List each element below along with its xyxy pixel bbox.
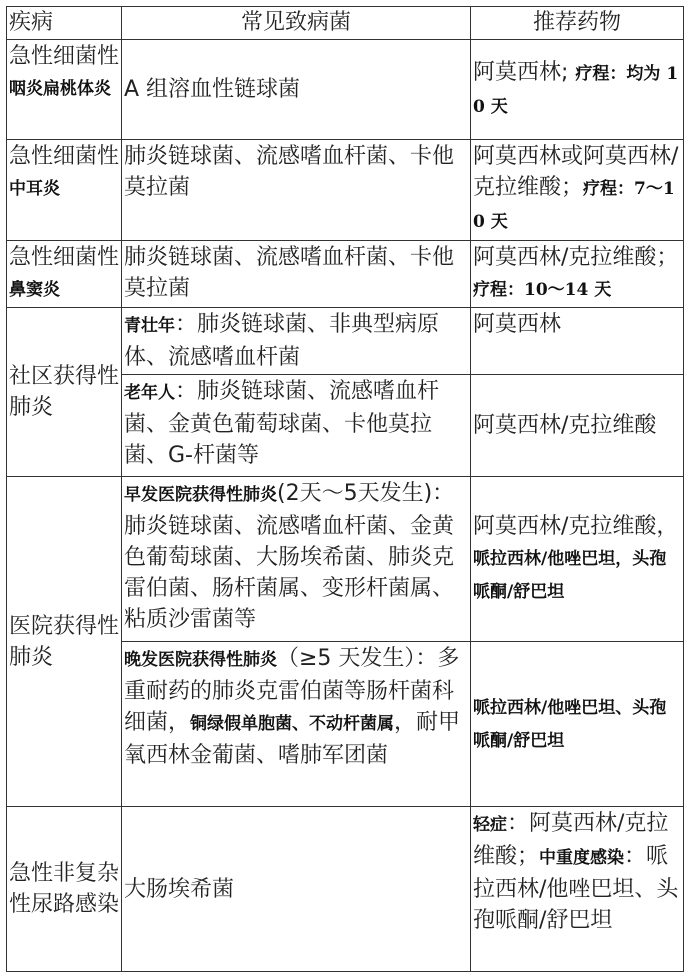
drug-bold-text: 疗程：10～14 天 [473,280,612,300]
header-disease: 疾病 [7,7,122,40]
pathogen-cell [122,375,471,477]
disease-cell [7,241,122,308]
drug-text: 阿莫西林或阿莫西林/克拉维酸； [473,144,679,200]
drug-cell [471,807,684,972]
disease-bold-text: 鼻窦炎 [9,280,60,300]
header-drug: 推荐药物 [471,7,684,40]
table-header-row [7,7,684,40]
drug-bold-text: 疗程：均为 10 天 [473,63,679,117]
pathogen-bold-text: 铜绿假单胞菌、不动杆菌属 [190,714,395,734]
table-row [7,477,684,642]
pathogen-cell: A 组溶血性链球菌 [122,40,471,140]
pathogen-cell [122,642,471,807]
drug-bold-text: 哌拉西林/他唑巴坦，头孢哌酮/舒巴坦 [473,548,667,602]
drug-cell [471,241,684,308]
disease-cell: 急性非复杂性尿路感染 [7,807,122,972]
pathogen-text: (2天～5天发生)：肺炎链球菌、流感嗜血杆菌、金黄色葡萄球菌、大肠埃希菌、肺炎克雷伯菌、肠杆菌属、变形杆菌属、粘质沙雷菌等 [124,481,455,632]
drug-cell [471,477,684,642]
drug-cell: 阿莫西林 [471,308,684,375]
drug-cell [471,642,684,807]
table-row [7,140,684,241]
disease-bold-text: 中耳炎 [9,179,60,199]
pathogen-text: ：肺炎链球菌、流感嗜血杆菌、金黄色葡萄球菌、卡他莫拉菌、G-杆菌等 [124,379,440,468]
disease-cell: 社区获得性肺炎 [7,308,122,477]
drug-text: 阿莫西林/克拉维酸； [473,245,679,270]
disease-bold-text: 咽炎扁桃体炎 [9,79,111,99]
drug-cell [471,140,684,241]
table-row [7,40,684,140]
disease-text: 急性细菌性 [9,144,120,169]
disease-text: 急性细菌性 [9,44,120,69]
drug-bold-text: 疗程：7～10 天 [473,179,675,232]
drug-label: 中重度感染 [539,848,625,868]
group-label: 晚发医院获得性肺炎 [124,650,277,670]
pathogen-text: ，耐甲氧西林金葡菌、嗜肺军团菌 [124,710,461,768]
pathogen-cell [122,477,471,642]
pathogen-cell: 肺炎链球菌、流感嗜血杆菌、卡他莫拉菌 [122,140,471,241]
drug-bold-text: 哌拉西林/他唑巴坦、头孢哌酮/舒巴坦 [473,698,667,751]
disease-cell [7,40,122,140]
pathogen-cell [122,308,471,375]
disease-text: 急性细菌性 [9,245,120,270]
pathogen-cell: 大肠埃希菌 [122,807,471,972]
table-row [7,807,684,972]
pathogen-text: ：肺炎链球菌、非典型病原体、流感嗜血杆菌 [124,312,440,370]
drug-cell: 阿莫西林; 疗程：均为 10 天 [471,40,684,140]
antibiotic-table [6,6,684,972]
drug-text: 阿莫西林 [473,59,562,85]
pathogen-cell: 肺炎链球菌、流感嗜血杆菌、卡他莫拉菌 [122,241,471,308]
drug-cell: 阿莫西林/克拉维酸 [471,375,684,477]
group-label: 早发医院获得性肺炎 [124,485,277,505]
table-row [7,241,684,308]
drug-text: 阿莫西林/克拉维酸， [473,513,679,539]
pathogen-text: （≥5 天发生）：多重耐药的肺炎克雷伯菌等肠杆菌科细菌， [124,646,460,735]
group-label: 青壮年 [124,316,175,336]
group-label: 老年人 [124,383,175,403]
table-row [7,308,684,375]
disease-cell: 医院获得性肺炎 [7,477,122,807]
drug-text: ：哌拉西林/他唑巴坦、头孢哌酮/舒巴坦 [473,844,679,933]
drug-label: 轻症 [473,815,507,835]
drug-text: ：阿莫西林/克拉维酸； [473,811,669,869]
header-pathogen: 常见致病菌 [122,7,471,40]
disease-cell [7,140,122,241]
